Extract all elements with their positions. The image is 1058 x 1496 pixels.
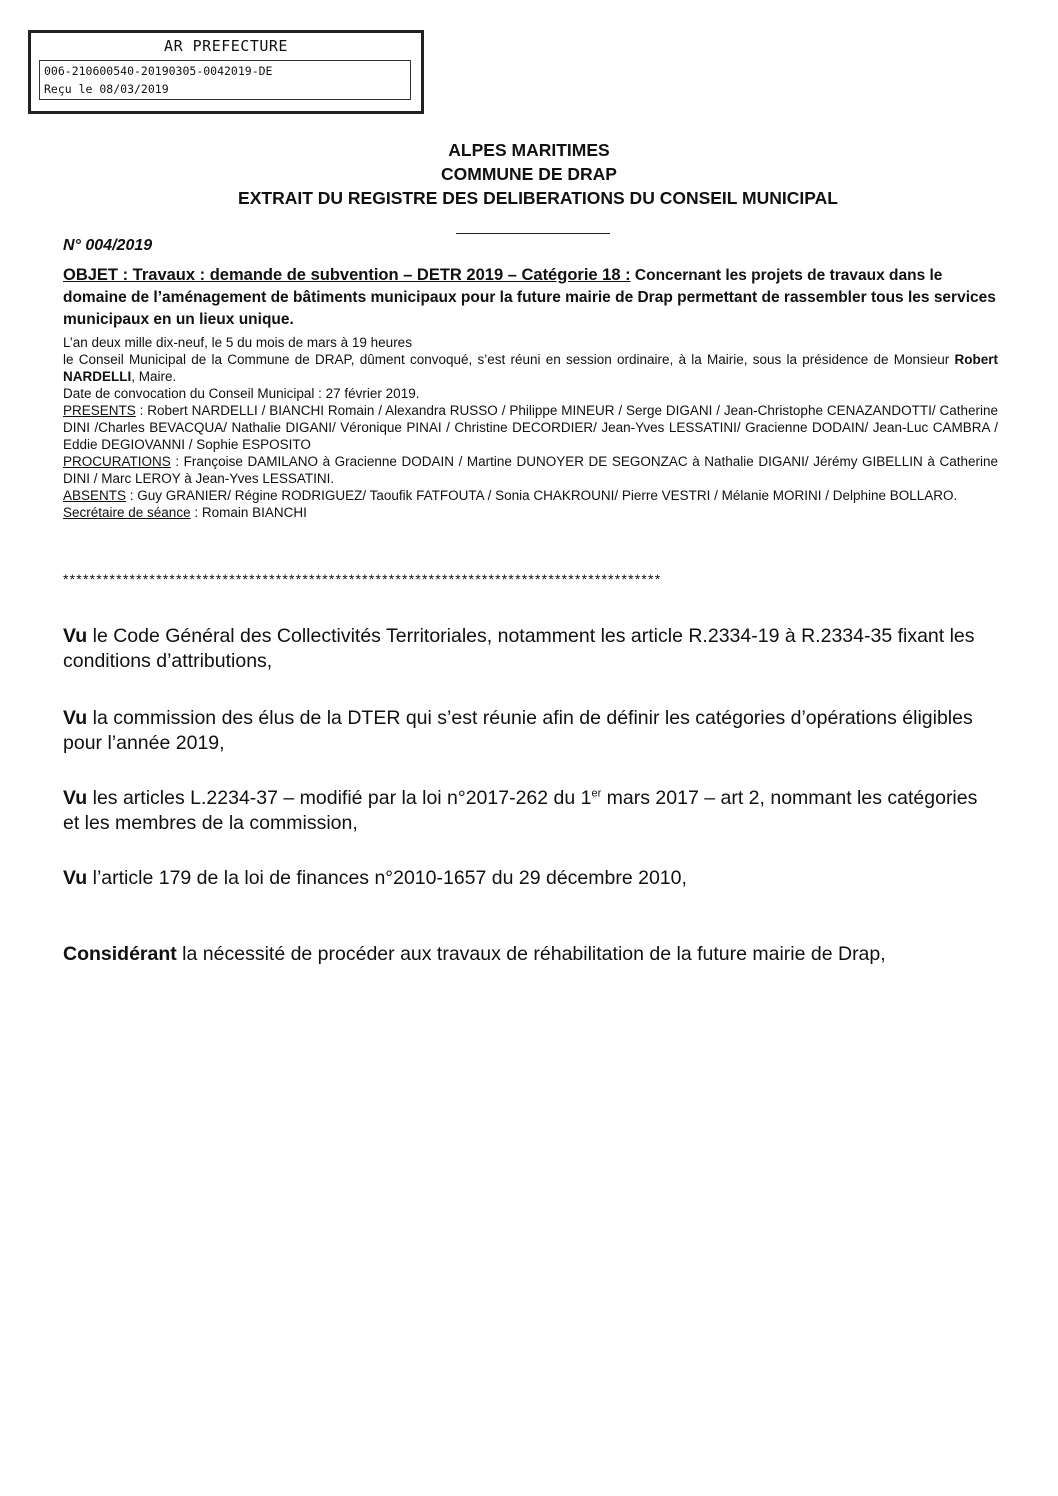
prefecture-stamp xyxy=(28,30,424,114)
stamp-received-date: Reçu le 08/03/2019 xyxy=(44,82,169,96)
president-name: Robert NARDELLI xyxy=(63,352,998,384)
session-presidence xyxy=(63,351,998,385)
vu-finances-text: l’article 179 de la loi de finances n°2010-1657 du 29 décembre 2010, xyxy=(87,867,687,889)
objet-label: OBJET : Travaux : demande de subvention – DETR 2019 – Catégorie 18 : xyxy=(63,266,631,284)
presents-names: : Robert NARDELLI / BIANCHI Romain / Alexandra RUSSO / Philippe MINEUR / Serge DIGANI / Jean-Christophe CENAZANDOTTI/ Catherine DINI /Charles BEVACQUA/ Nathalie DIGANI/ Véronique PINAI / Christine DECORDIER/ Jean-Yves LESSATINI/ Gracienne DODAIN/ Jean-Luc CAMBRA / Eddie DEGIOVANNI / Sophie ESPOSITO xyxy=(63,403,998,452)
procurations-list xyxy=(63,453,998,487)
header-commune: COMMUNE DE DRAP xyxy=(441,164,617,184)
session-date: L’an deux mille dix-neuf, le 5 du mois de mars à 19 heures xyxy=(63,335,412,350)
session-presidence-text: le Conseil Municipal de la Commune de DRAP, dûment convoqué, s’est réuni en session ordinaire, à la Mairie, sous la présidence de Monsieur xyxy=(63,352,955,367)
header-divider xyxy=(456,233,610,234)
paragraph-vu-commission xyxy=(63,706,998,756)
separator-stars: ****************************************************************************************** xyxy=(63,571,662,587)
objet-section xyxy=(63,264,998,331)
considerant-keyword: Considérant xyxy=(63,943,177,965)
vu-keyword: Vu xyxy=(63,707,88,729)
superscript-er: er xyxy=(591,787,602,800)
document-header xyxy=(0,138,1058,210)
vu-articles-text-end: mars 2017 – art 2, nommant les catégories et les membres de la commission, xyxy=(63,787,978,834)
absents-list xyxy=(63,487,998,504)
header-department: ALPES MARITIMES xyxy=(448,140,610,160)
convocation-date: Date de convocation du Conseil Municipal : 27 février 2019. xyxy=(63,386,420,401)
vu-keyword: Vu xyxy=(63,625,88,647)
session-details xyxy=(63,334,998,521)
vu-articles-text: les articles L.2234-37 – modifié par la loi n°2017-262 du 1 xyxy=(87,787,592,809)
vu-code-text: le Code Général des Collectivités Territoriales, notamment les article R.2334-19 à R.2334-35 fixant les conditions d’attributions, xyxy=(63,625,975,672)
session-presidence-end: , Maire. xyxy=(131,369,177,384)
procurations-label: PROCURATIONS xyxy=(63,454,171,469)
absents-label: ABSENTS xyxy=(63,488,127,503)
presents-list xyxy=(63,402,998,453)
vu-commission-text: la commission des élus de la DTER qui s’est réunie afin de définir les catégories d’opérations éligibles pour l’année 2019, xyxy=(63,707,973,754)
presents-label: PRESENTS xyxy=(63,403,136,418)
header-register-title: EXTRAIT DU REGISTRE DES DELIBERATIONS DU CONSEIL MUNICIPAL xyxy=(238,188,838,208)
paragraph-vu-finances xyxy=(63,866,998,891)
paragraph-considerant xyxy=(63,942,998,967)
objet-text: Concernant les projets de travaux dans le domaine de l’aménagement de bâtiments municipaux pour la future mairie de Drap permettant de rassembler tous les services municipaux en un lieux unique. xyxy=(63,267,996,328)
stamp-details xyxy=(39,60,411,100)
procurations-names: : Françoise DAMILANO à Gracienne DODAIN / Martine DUNOYER DE SEGONZAC à Nathalie DIGANI/ Jérémy GIBELLIN à Catherine DINI / Marc LEROY à Jean-Yves LESSATINI. xyxy=(63,454,998,486)
deliberation-number: N° 004/2019 xyxy=(63,237,153,254)
secretaire-label: Secrétaire de séance xyxy=(63,505,191,520)
stamp-title: AR PREFECTURE xyxy=(164,37,288,55)
secretaire-line xyxy=(63,504,998,521)
considerant-text: la nécessité de procéder aux travaux de réhabilitation de la future mairie de Drap, xyxy=(176,943,886,965)
secretaire-name: : Romain BIANCHI xyxy=(190,505,307,520)
stamp-reference: 006-210600540-20190305-0042019-DE xyxy=(44,64,273,78)
absents-names: : Guy GRANIER/ Régine RODRIGUEZ/ Taoufik FATFOUTA / Sonia CHAKROUNI/ Pierre VESTRI / Mélanie MORINI / Delphine BOLLARO. xyxy=(126,488,958,503)
paragraph-vu-articles xyxy=(63,786,998,836)
paragraph-vu-code xyxy=(63,624,998,674)
vu-keyword: Vu xyxy=(63,867,88,889)
vu-keyword: Vu xyxy=(63,787,88,809)
